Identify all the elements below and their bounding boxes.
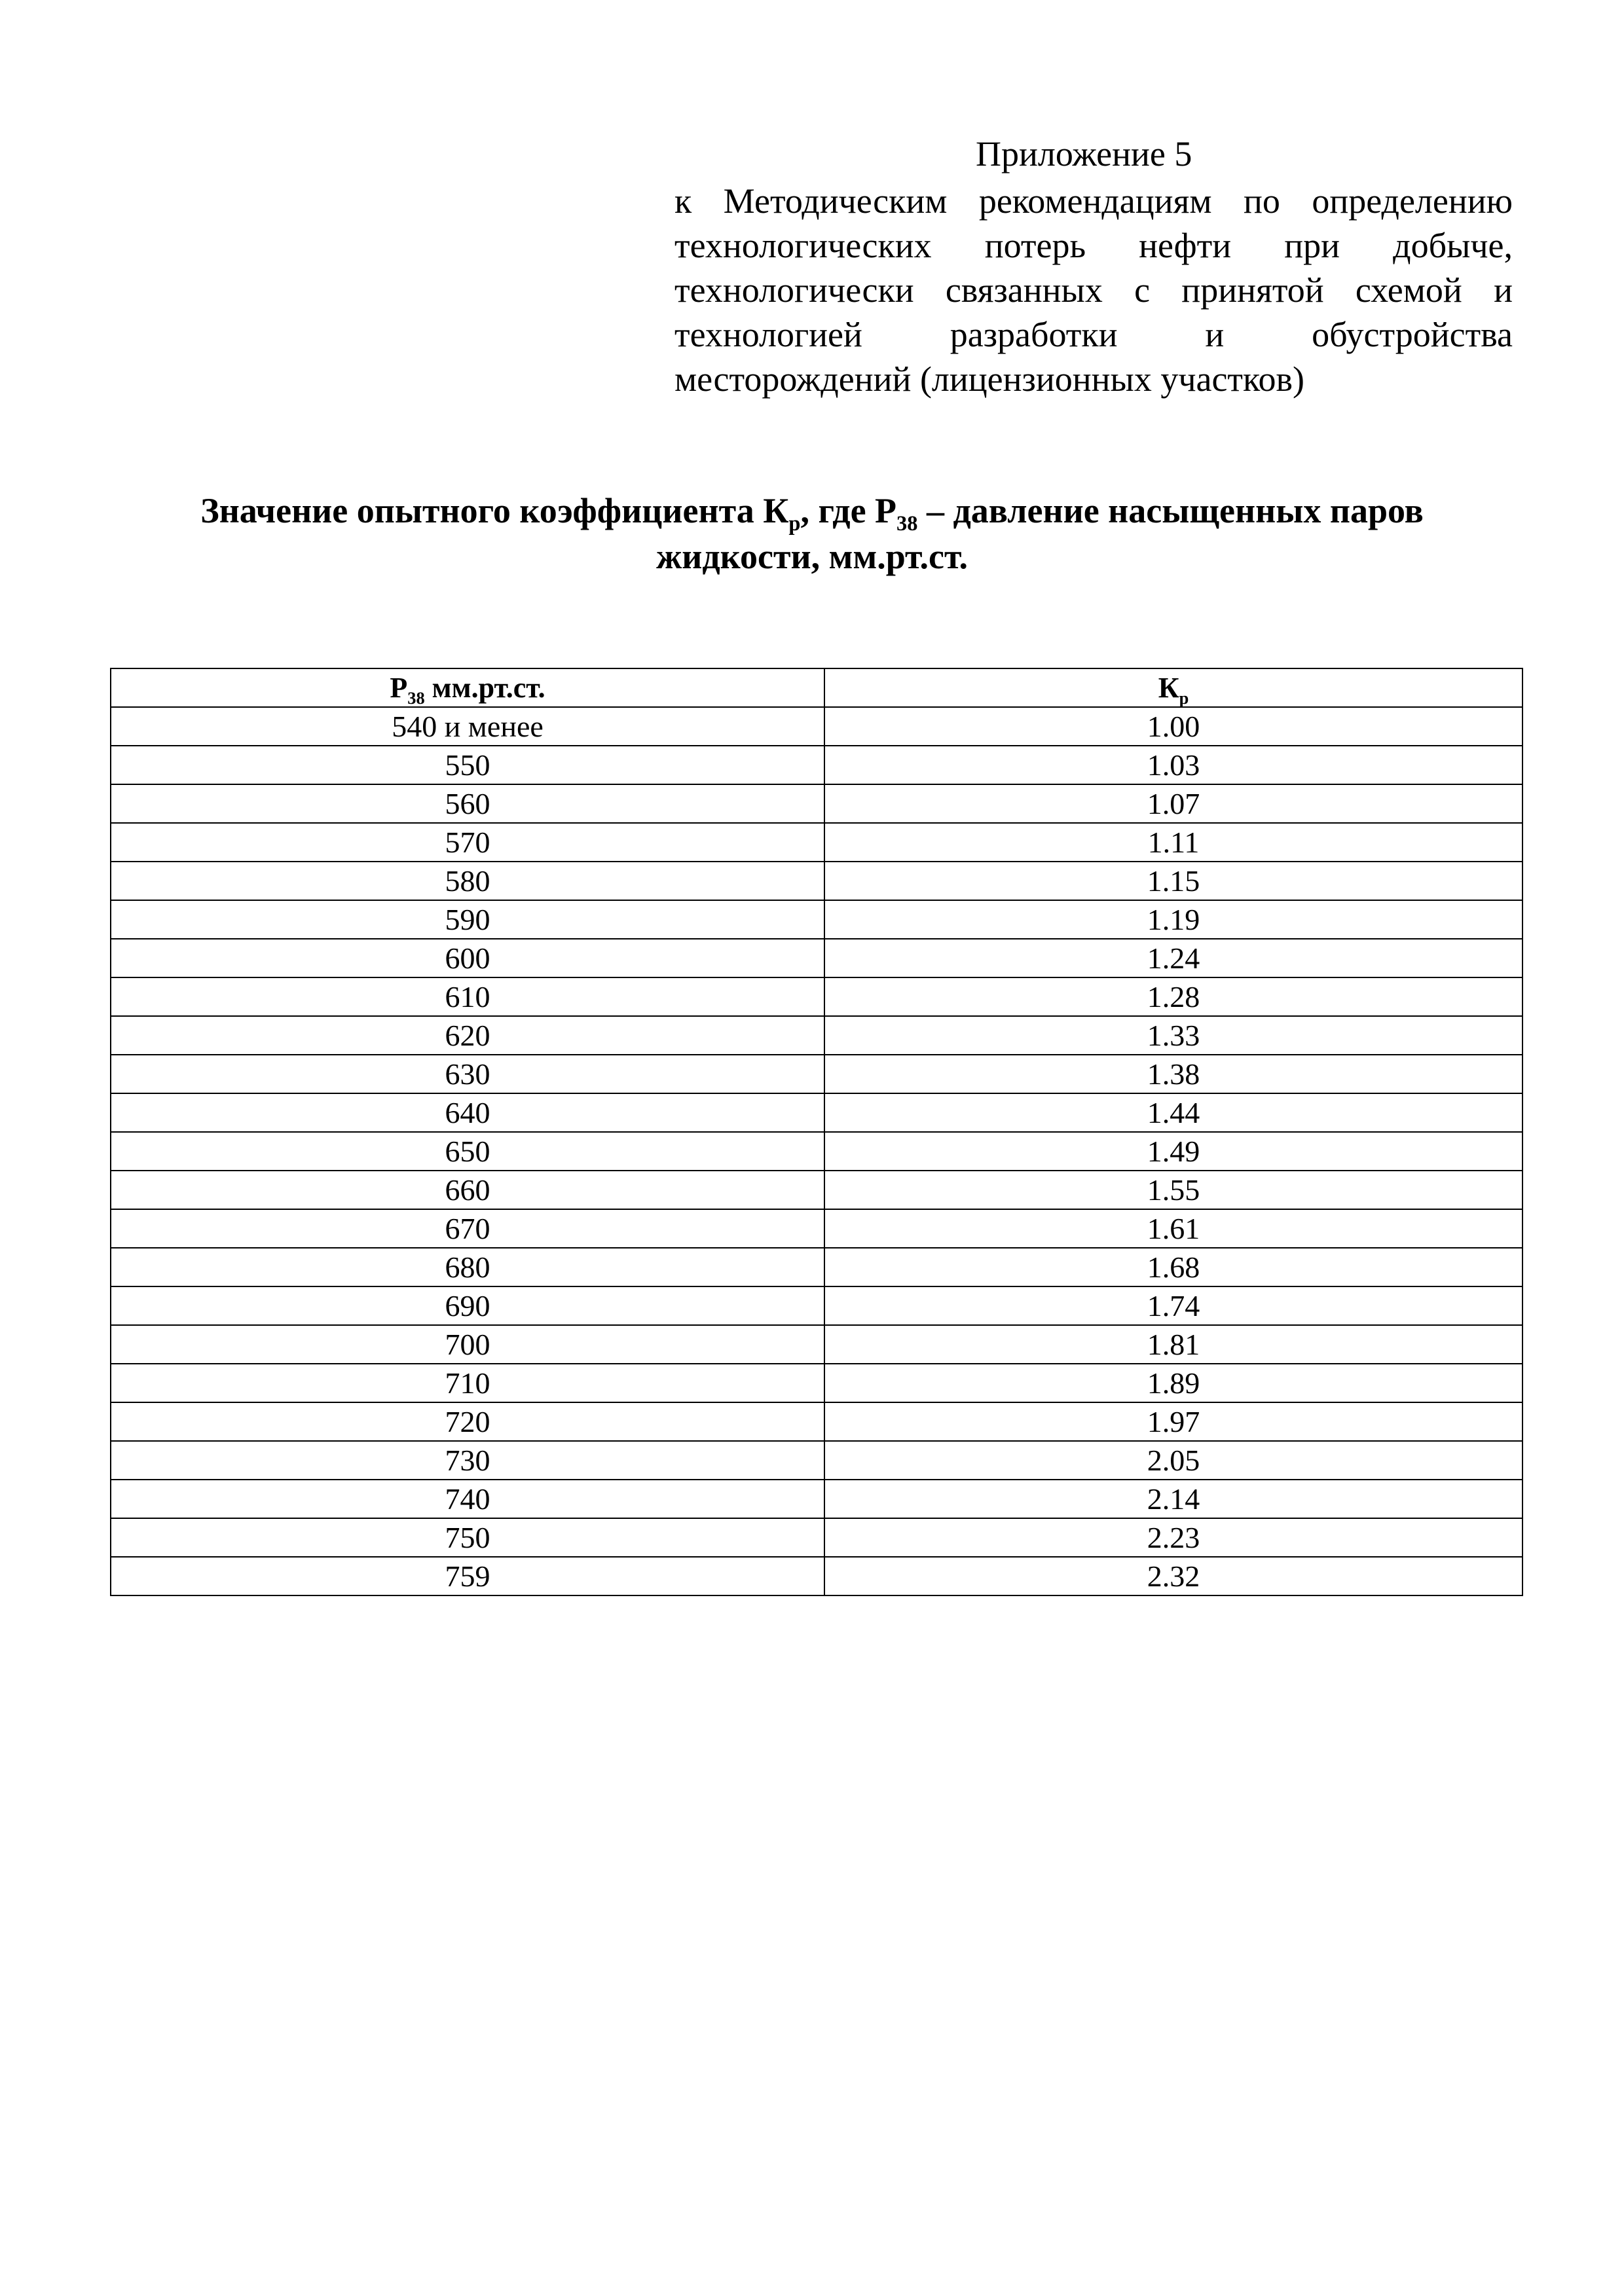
table-row	[111, 1209, 1522, 1248]
table-row	[111, 939, 1522, 977]
cell-coefficient: 1.24	[824, 939, 1522, 977]
header-pressure-unit: мм.рт.ст.	[424, 671, 545, 704]
cell-coefficient: 1.28	[824, 977, 1522, 1016]
cell-pressure: 600	[111, 939, 824, 977]
table-row	[111, 1016, 1522, 1055]
table-title-line-1	[118, 488, 1506, 534]
cell-coefficient: 1.03	[824, 746, 1522, 784]
cell-coefficient: 1.61	[824, 1209, 1522, 1248]
table-header-row	[111, 668, 1522, 707]
header-pressure-sub: 38	[407, 687, 425, 708]
cell-coefficient: 1.11	[824, 823, 1522, 862]
table-title-part-3: – давление насыщенных паров	[917, 491, 1424, 530]
table-row	[111, 1557, 1522, 1595]
table-title-sub-1: р	[788, 511, 801, 536]
table-row	[111, 1055, 1522, 1093]
cell-pressure: 720	[111, 1402, 824, 1441]
cell-pressure: 740	[111, 1480, 824, 1518]
header-coefficient	[824, 668, 1522, 707]
coefficient-table	[110, 668, 1523, 1596]
cell-coefficient: 2.14	[824, 1480, 1522, 1518]
table-row	[111, 1402, 1522, 1441]
table-row	[111, 784, 1522, 823]
table-row	[111, 1480, 1522, 1518]
cell-coefficient: 1.74	[824, 1286, 1522, 1325]
cell-pressure: 730	[111, 1441, 824, 1480]
table-row	[111, 1518, 1522, 1557]
cell-coefficient: 1.44	[824, 1093, 1522, 1132]
cell-coefficient: 1.38	[824, 1055, 1522, 1093]
cell-pressure: 580	[111, 862, 824, 900]
table-row	[111, 746, 1522, 784]
cell-coefficient: 2.32	[824, 1557, 1522, 1595]
cell-pressure: 570	[111, 823, 824, 862]
cell-coefficient: 1.15	[824, 862, 1522, 900]
cell-pressure: 650	[111, 1132, 824, 1171]
cell-pressure: 680	[111, 1248, 824, 1286]
cell-pressure: 560	[111, 784, 824, 823]
table-title-line-2: жидкости, мм.рт.ст.	[656, 537, 968, 576]
appendix-description: к Методическим рекомендациям по определению технологических потерь нефти при добыче, технологически связанных с принятой схемой и технологией разработки и обустройства месторождений (лицензионных участков)	[674, 181, 1513, 399]
cell-pressure: 550	[111, 746, 824, 784]
cell-pressure: 540 и менее	[111, 707, 824, 746]
cell-coefficient: 1.49	[824, 1132, 1522, 1171]
table-title	[118, 488, 1506, 579]
header-coefficient-symbol: К	[1158, 671, 1179, 704]
header-pressure-symbol: Р	[390, 671, 408, 704]
cell-pressure: 590	[111, 900, 824, 939]
cell-coefficient: 2.23	[824, 1518, 1522, 1557]
cell-pressure: 610	[111, 977, 824, 1016]
table-row	[111, 1441, 1522, 1480]
cell-coefficient: 1.19	[824, 900, 1522, 939]
cell-pressure: 700	[111, 1325, 824, 1364]
table-row	[111, 862, 1522, 900]
table-body	[111, 707, 1522, 1595]
table-row	[111, 977, 1522, 1016]
cell-pressure: 640	[111, 1093, 824, 1132]
appendix-title: Приложение 5	[976, 134, 1192, 173]
cell-coefficient: 1.33	[824, 1016, 1522, 1055]
table-row	[111, 1286, 1522, 1325]
table-row	[111, 900, 1522, 939]
cell-coefficient: 1.07	[824, 784, 1522, 823]
cell-coefficient: 1.68	[824, 1248, 1522, 1286]
cell-pressure: 620	[111, 1016, 824, 1055]
cell-coefficient: 1.89	[824, 1364, 1522, 1402]
header-pressure	[111, 668, 824, 707]
table-row	[111, 1248, 1522, 1286]
table-title-part-1: Значение опытного коэффициента К	[200, 491, 789, 530]
cell-coefficient: 1.81	[824, 1325, 1522, 1364]
table-row	[111, 1093, 1522, 1132]
table-row	[111, 1325, 1522, 1364]
table-row	[111, 1171, 1522, 1209]
table-title-part-2: , где Р	[800, 491, 897, 530]
cell-pressure: 759	[111, 1557, 824, 1595]
cell-coefficient: 1.55	[824, 1171, 1522, 1209]
cell-pressure: 630	[111, 1055, 824, 1093]
table-title-sub-2: 38	[896, 511, 918, 536]
table-row	[111, 823, 1522, 862]
cell-pressure: 750	[111, 1518, 824, 1557]
cell-coefficient: 2.05	[824, 1441, 1522, 1480]
cell-pressure: 710	[111, 1364, 824, 1402]
table-row	[111, 1364, 1522, 1402]
cell-pressure: 670	[111, 1209, 824, 1248]
table-row	[111, 707, 1522, 746]
header-coefficient-sub: р	[1179, 687, 1189, 708]
table-row	[111, 1132, 1522, 1171]
cell-pressure: 690	[111, 1286, 824, 1325]
cell-coefficient: 1.97	[824, 1402, 1522, 1441]
cell-pressure: 660	[111, 1171, 824, 1209]
cell-coefficient: 1.00	[824, 707, 1522, 746]
